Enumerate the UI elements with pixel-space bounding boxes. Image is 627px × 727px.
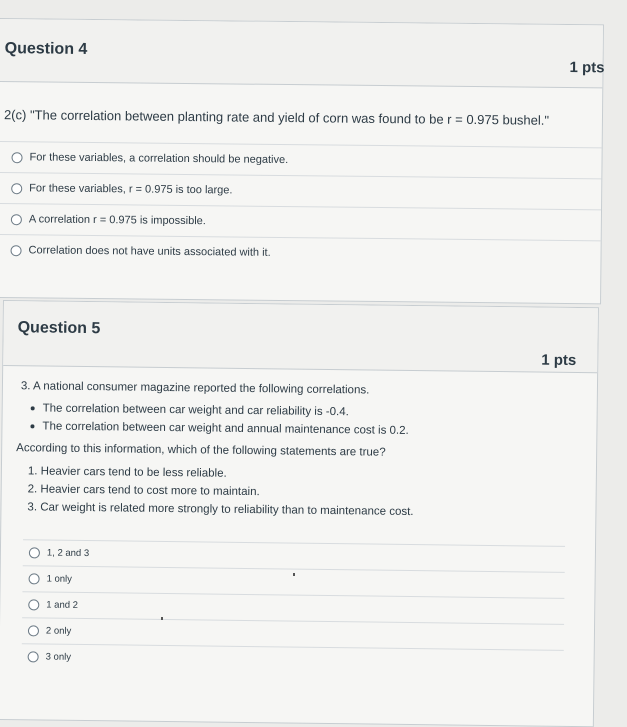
radio-icon[interactable] bbox=[29, 547, 40, 558]
question-intro: 3. A national consumer magazine reported the following correlations. bbox=[20, 380, 370, 397]
question-4-header bbox=[0, 19, 603, 88]
question-5-answers bbox=[21, 539, 565, 676]
bullet-item: The correlation between car weight and car reliability is -0.4. bbox=[21, 399, 577, 424]
answer-label: A correlation r = 0.975 is impossible. bbox=[28, 213, 206, 228]
answer-label: For these variables, r = 0.975 is too large. bbox=[29, 182, 233, 197]
answer-label: Correlation does not have units associated with it. bbox=[28, 244, 271, 259]
question-5-title: Question 5 bbox=[17, 319, 101, 338]
statement-item: 2. Heavier cars tend to cost more to maintain. bbox=[27, 483, 260, 499]
question-prompt: According to this information, which of the following statements are true? bbox=[16, 442, 386, 459]
bullet-dot bbox=[30, 424, 34, 428]
question-4-card bbox=[0, 18, 604, 304]
radio-icon[interactable] bbox=[28, 599, 39, 610]
radio-icon[interactable] bbox=[11, 152, 22, 163]
answer-label: 1 and 2 bbox=[46, 599, 79, 611]
speck-mark bbox=[293, 573, 295, 576]
radio-icon[interactable] bbox=[11, 245, 22, 256]
answer-label: For these variables, a correlation should be negative. bbox=[29, 151, 289, 167]
radio-icon[interactable] bbox=[29, 573, 40, 584]
question-5-header bbox=[3, 301, 598, 373]
radio-icon[interactable] bbox=[11, 183, 22, 194]
question-5-text bbox=[16, 377, 577, 523]
answer-label: 3 only bbox=[45, 651, 72, 663]
radio-icon[interactable] bbox=[11, 214, 22, 225]
answer-option[interactable] bbox=[21, 643, 563, 676]
question-4-text: 2(c) "The correlation between planting rate and yield of corn was found to be r = 0.975 bushel." bbox=[3, 107, 550, 128]
answer-label: 1 only bbox=[46, 573, 73, 585]
answer-option[interactable] bbox=[0, 234, 601, 271]
question-4-points: 1 pts bbox=[569, 58, 605, 77]
answer-label: 1, 2 and 3 bbox=[46, 547, 90, 560]
question-5-card bbox=[0, 300, 599, 727]
radio-icon[interactable] bbox=[28, 625, 39, 636]
question-4-title: Question 4 bbox=[4, 40, 88, 58]
question-4-answers bbox=[0, 141, 602, 271]
statement-item: 3. Car weight is related more strongly to reliability than to maintenance cost. bbox=[27, 501, 414, 519]
statement-item: 1. Heavier cars tend to be less reliable. bbox=[27, 465, 227, 480]
question-5-points: 1 pts bbox=[541, 351, 577, 370]
bullet-dot bbox=[31, 406, 35, 410]
speck-mark bbox=[161, 617, 163, 620]
radio-icon[interactable] bbox=[28, 651, 39, 662]
answer-label: 2 only bbox=[45, 625, 72, 637]
bullet-item: The correlation between car weight and annual maintenance cost is 0.2. bbox=[20, 417, 576, 442]
